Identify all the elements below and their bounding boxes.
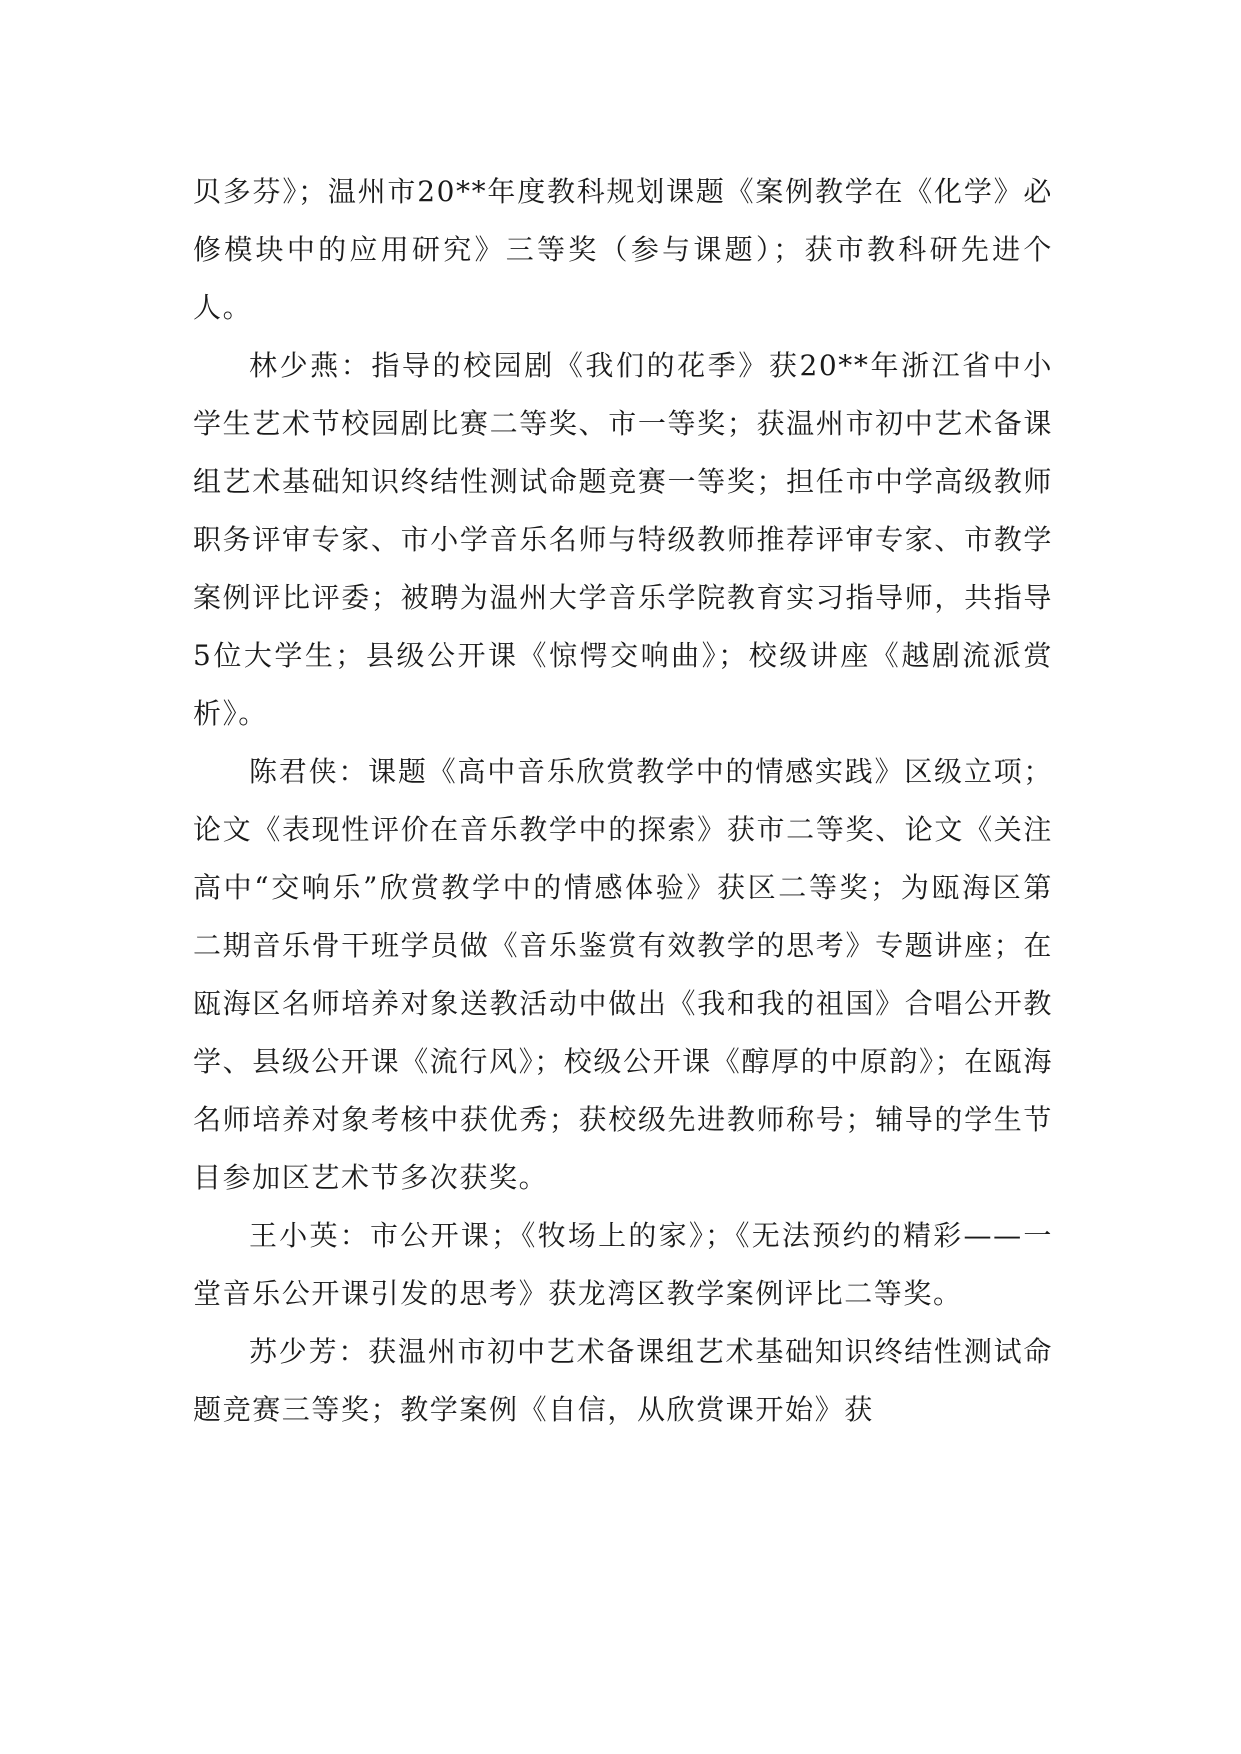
- paragraph-su-shaofang: 苏少芳：获温州市初中艺术备课组艺术基础知识终结性测试命题竞赛三等奖；教学案例《自信，从欣赏课开始》获: [193, 1335, 1053, 1426]
- paragraph-wang-xiaoying: 王小英：市公开课；《牧场上的家》；《无法预约的精彩——一堂音乐公开课引发的思考》获龙湾区教学案例评比二等奖。: [193, 1219, 1053, 1310]
- paragraph-continuation: 贝多芬》；温州市20**年度教科规划课题《案例教学在《化学》必修模块中的应用研究》三等奖（参与课题）；获市教科研先进个人。: [193, 175, 1053, 324]
- paragraph-lin-shaoyan: 林少燕：指导的校园剧《我们的花季》获20**年浙江省中小学生艺术节校园剧比赛二等奖、市一等奖；获温州市初中艺术备课组艺术基础知识终结性测试命题竞赛一等奖；担任市中学高级教师职务评审专家、市小学音乐名师与特级教师推荐评审专家、市教学案例评比评委；被聘为温州大学音乐学院教育实习指导师，共指导5位大学生；县级公开课《惊愕交响曲》；校级讲座《越剧流派赏析》。: [193, 349, 1053, 730]
- paragraph-chen-junxia: 陈君侠：课题《高中音乐欣赏教学中的情感实践》区级立项；论文《表现性评价在音乐教学中的探索》获市二等奖、论文《关注高中“交响乐”欣赏教学中的情感体验》获区二等奖；为瓯海区第二期音乐骨干班学员做《音乐鉴赏有效教学的思考》专题讲座；在瓯海区名师培养对象送教活动中做出《我和我的祖国》合唱公开教学、县级公开课《流行风》；校级公开课《醇厚的中原韵》；在瓯海名师培养对象考核中获优秀；获校级先进教师称号；辅导的学生节目参加区艺术节多次获奖。: [193, 755, 1054, 1194]
- document-body: [193, 163, 1053, 1439]
